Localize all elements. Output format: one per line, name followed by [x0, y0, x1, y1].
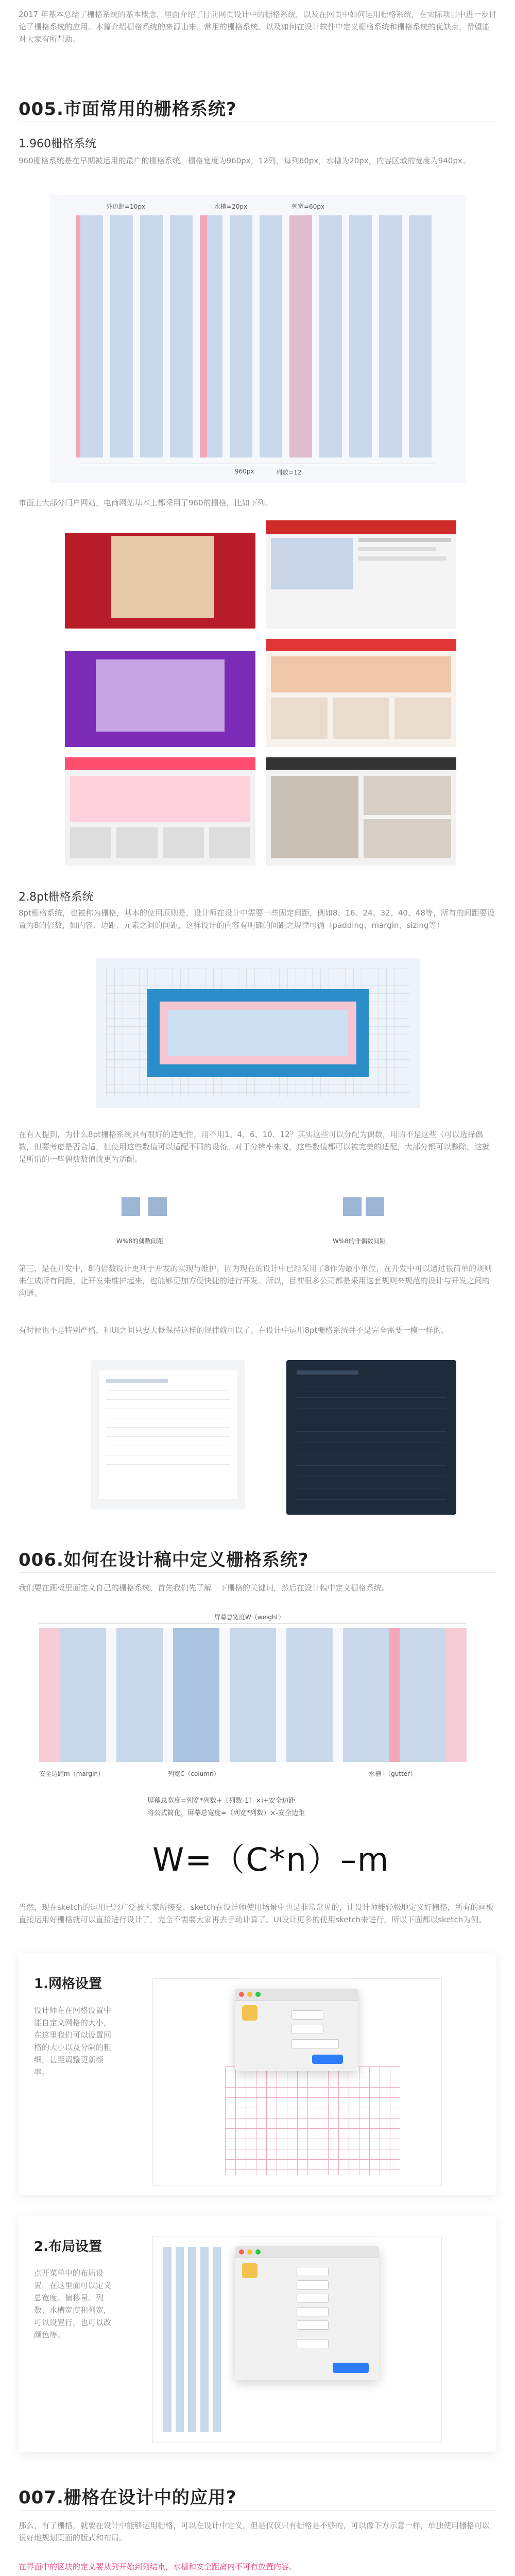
- offset-field[interactable]: [297, 2280, 329, 2290]
- subsection-960-title: 1.960栅格系统: [19, 138, 96, 150]
- grid-thick-field[interactable]: [291, 2025, 323, 2034]
- website-screenshot-6: [266, 757, 456, 866]
- margin-highlight: [76, 215, 80, 457]
- subsection-960-text: 960栅格系统是在早期被运用的最广的栅格系统。栅格宽度为960px，12列，每列60px，水槽为20px，内容区域的宽度为940px。: [19, 156, 470, 165]
- rows-field[interactable]: [297, 2339, 329, 2348]
- 8pt-note-text: 有时候也不是特别严格，和UI之间只要大概保持这样的规律就可以了。在设计中运用8pt栅格系统并不是完全需要一模一样的。: [19, 1326, 449, 1335]
- ui-example-light: [91, 1360, 245, 1510]
- label-margin: 外边距=10px: [106, 203, 146, 210]
- divider: [19, 1572, 496, 1573]
- grid-column: [110, 215, 133, 457]
- label-columns: 列数=12: [276, 469, 302, 476]
- website-screenshot-1: [65, 520, 255, 629]
- ui-example-dark: [286, 1360, 456, 1515]
- intro-text: 2017 年基本总结了栅格系统的基本概念，里面介绍了目前网页设计中的栅格系统，以及在网页中如何运用栅格系统，在实际项目中进一步讨论了栅格系统的应用。本篇介绍栅格系统的来源由来、常用的栅格系统、以及如何在设计软件中定义栅格系统和栅格系统的优缺点，希望能对大家有所帮助。: [19, 10, 496, 44]
- grid-column: [260, 215, 282, 457]
- grid-color-field[interactable]: [291, 2039, 339, 2048]
- grid-keyword-diagram: [39, 1628, 467, 1762]
- ok-button[interactable]: [312, 2055, 343, 2064]
- website-screenshot-5: [65, 757, 255, 866]
- layout-setting-title: 2.布局设置: [34, 2239, 102, 2255]
- label-gutter-i: 水槽 i（gutter）: [369, 1770, 417, 1777]
- section-007-highlight: 在界面中的区块的定义要从列开始到列结束，水槽和安全距离内不可有放置内容。: [19, 2562, 297, 2571]
- label-column-c: 列宽C（column）: [168, 1770, 220, 1777]
- columns-field[interactable]: [297, 2294, 329, 2303]
- grid-column: [409, 215, 432, 457]
- formula-line-2: 将公式简化，屏幕总宽度=（列宽*列数）×-安全边距: [147, 1809, 305, 1817]
- grid-column: [379, 215, 402, 457]
- label-screen-width: 屏幕总宽度W（weight）: [214, 1614, 285, 1621]
- layout-settings-dialog: [235, 2246, 379, 2380]
- layout-setting-text: 点开菜单中的布局设置，在这里面可以定义总宽度、偏移量、列数、水槽宽度和列宽，可以设置行，也可以改颜色等。: [34, 2268, 112, 2340]
- 960-usage-text: 市面上大部分门户网站，电商网站基本上都采用了960的栅格，比如下列。: [19, 498, 273, 507]
- 8pt-dev-text: 第三，是在开发中，8的倍数设计更利于开发的实现与维护，因为现在的设计中已经采用了8作为最小单位，在开发中可以通过很简单的规则来生成所有间距，让开发来维护起来，也能够更加方便快捷的进行开发。所以，目前很多公司都是采用这套规则来规范的设计与开发之间的沟通。: [19, 1264, 492, 1298]
- grid-960-diagram: [49, 195, 466, 483]
- label-even-spacing: W%8的偶数间距: [116, 1238, 163, 1245]
- label-odd-spacing: W%8的非偶数间距: [333, 1238, 386, 1245]
- ok-button[interactable]: [333, 2363, 369, 2373]
- total-width-field[interactable]: [297, 2267, 329, 2276]
- website-screenshot-3: [65, 639, 255, 747]
- grid-column: [319, 215, 342, 457]
- sketch-intro-text: 当然，现在sketch的运用已经广泛被大家所接受，sketch在设计师使用场景中也是非常常见的，让设计师能轻松地定义好栅格，所有的画板直接运用好栅格就可以直接进行设计了，完全不需要大家再去手动计算了。UI设计更多的使用sketch来进行，所以下面都以sketch为例。: [19, 1903, 494, 1924]
- 8pt-grid-diagram: [96, 958, 420, 1108]
- label-margin-m: 安全边距m（margin）: [39, 1770, 105, 1777]
- label-column: 列宽=60px: [291, 203, 325, 210]
- even-spacing-example: [116, 1190, 178, 1231]
- grid-settings-dialog: [235, 1989, 358, 2071]
- grid-column: [170, 215, 193, 457]
- subsection-8pt-title: 2.8pt栅格系统: [19, 891, 94, 904]
- column-highlight: [289, 215, 312, 457]
- grid-column: [140, 215, 163, 457]
- divider: [19, 2510, 496, 2511]
- website-screenshot-2: [266, 520, 456, 629]
- grid-column: [349, 215, 372, 457]
- website-screenshot-4: [266, 639, 456, 747]
- section-006-intro: 我们要在画板里面定义自己的栅格系统，首先我们先了解一下栅格的关键词，然后在设计稿中定义栅格系统。: [19, 1583, 390, 1592]
- grid-columns: [80, 215, 435, 457]
- label-width: 960px: [235, 468, 254, 475]
- label-gutter: 水槽=20px: [214, 203, 248, 210]
- section-005-title: 005.市面常用的栅格系统?: [19, 99, 237, 120]
- grid-setting-title: 1.网格设置: [34, 1976, 102, 1992]
- grid-column: [230, 215, 252, 457]
- column-width-field[interactable]: [297, 2320, 329, 2330]
- grid-formula: W=（C*n）–m: [152, 1841, 390, 1878]
- grid-column: [80, 215, 103, 457]
- formula-line-1: 屏幕总宽度=列宽*列数+（列数-1）×i+安全边距: [147, 1797, 296, 1805]
- gutter-field[interactable]: [297, 2307, 329, 2316]
- 8pt-reason-text: 在有人提到，为什么8pt栅格系统具有很好的适配性，用不用1、4、6、10、12？其实这些可以分配为偶数，用的不是这些（可以选择偶数，但要考虑是否合适，但使用这些数值可以适配不同的设备。对于分辨率来说，这些数值都可以被完美的适配，大部分都可以整除，这就是所谓的一些偶数数值就更为适配。: [19, 1130, 490, 1164]
- grid-setting-text: 设计师在在网格设置中能自定义网格的大小，在这里我们可以设置网格的大小以及分隔的粗细，甚至调整更新频率。: [34, 2006, 112, 2077]
- section-007-text-1: 那么，有了栅格，就要在设计中能够运用栅格，可以在设计中定义，但是仅仅只有栅格是不够的，可以像下方示意一样，单独使用栅格可以很好地规划页面的版式和布局。: [19, 2521, 490, 2543]
- section-006-title: 006.如何在设计稿中定义栅格系统?: [19, 1550, 309, 1570]
- section-007-title: 007.栅格在设计中的应用?: [19, 2487, 237, 2508]
- odd-spacing-example: [338, 1190, 400, 1231]
- subsection-8pt-text: 8pt栅格系统，也被称为栅格，基本的使用原则是，设计师在设计中需要一些固定间距，例如8、16、24、32、40、48等，所有的间距要设置为8的倍数，如内容、边距、元素之间的间距，这样设计的内容有明确的间距之规律可循（padding、margin、sizing等）: [19, 908, 495, 930]
- grid-size-field[interactable]: [291, 2010, 323, 2020]
- gutter-highlight: [200, 215, 207, 457]
